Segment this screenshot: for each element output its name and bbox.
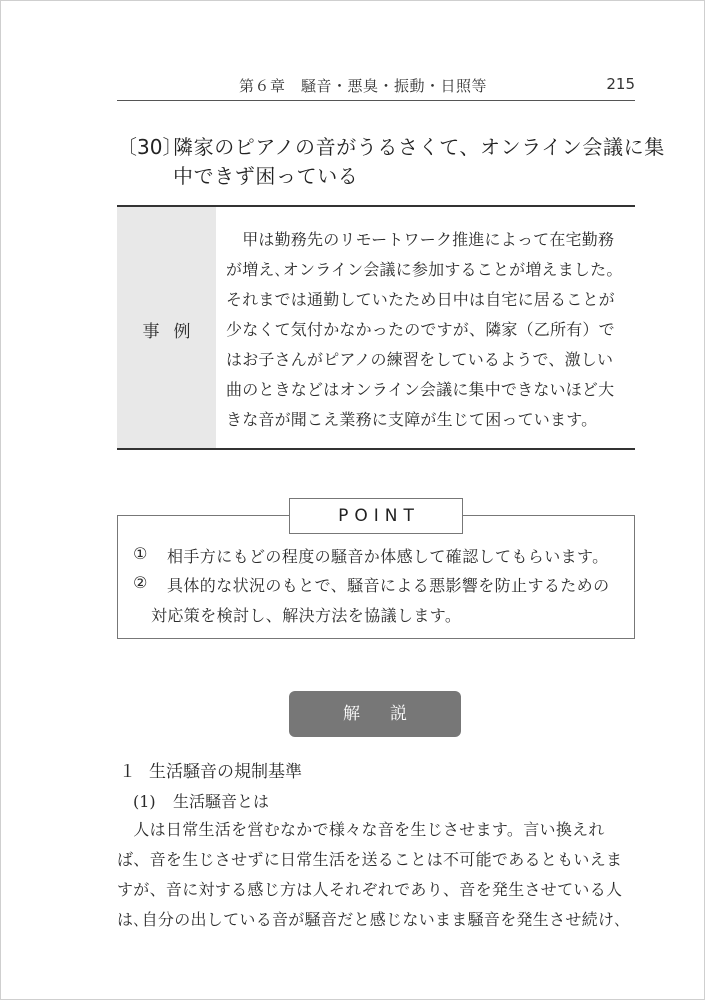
- running-header: [117, 73, 635, 97]
- example-line: はお子さんがピアノの練習をしているようで、激しい: [226, 350, 614, 369]
- example-line: きな音が聞こえ業務に支障が生じて困っています。: [226, 410, 598, 429]
- paragraph-line: 人は日常生活を営むなかで様々な音を生じさせます。言い換えれ: [117, 820, 605, 839]
- example-box: [117, 205, 635, 450]
- point-2-line-2: 対応策を検討し、解決方法を協議します。: [151, 606, 462, 625]
- example-label: 事例: [142, 322, 205, 342]
- example-line: が増え､オンライン会議に参加することが増えました。: [226, 260, 623, 279]
- point-2-line-1: 具体的な状況のもとで、騒音による悪影響を防止するための: [167, 576, 610, 595]
- subsection-heading: [133, 789, 269, 812]
- commentary-label: 解説: [343, 704, 437, 724]
- section-number: １: [119, 762, 136, 782]
- example-label-cell: [117, 207, 216, 448]
- page-number: 215: [606, 75, 635, 93]
- point-1-text: 相手方にもどの程度の騒音か体感して確認してもらいます。: [167, 547, 609, 566]
- example-line: 少なくて気付かなかったのですが、隣家（乙所有）で: [226, 320, 615, 339]
- point-1-marker: ①: [133, 544, 148, 563]
- commentary-header: [289, 691, 461, 737]
- example-line: それまでは通勤していたため日中は自宅に居ることが: [226, 290, 615, 309]
- case-title-line-2: 中できず困っている: [173, 164, 359, 188]
- chapter-title: 第６章 騒音・悪臭・振動・日照等: [239, 77, 488, 95]
- case-number: 〔30〕: [117, 135, 183, 159]
- paragraph-line: は､自分の出している音が騒音だと感じないまま騒音を発生させ続け､: [117, 910, 623, 929]
- example-line: 甲は勤務先のリモートワーク推進によって在宅勤務: [226, 230, 615, 249]
- subsection-title: 生活騒音とは: [173, 792, 270, 811]
- point-2-marker: ②: [133, 573, 148, 592]
- header-rule: [117, 100, 635, 101]
- example-text: [226, 225, 631, 435]
- paragraph-line: すが、音に対する感じ方は人それぞれであり、音を発生させている人: [117, 880, 623, 899]
- section-title: 生活騒音の規制基準: [149, 762, 302, 782]
- paragraph-line: ば、音を生じさせずに日常生活を送ることは不可能であるともいえま: [117, 850, 623, 869]
- subsection-number: (1): [133, 792, 156, 811]
- point-tab: [289, 498, 463, 534]
- example-line: 曲のときなどはオンライン会議に集中できないほど大: [226, 380, 615, 399]
- section-heading: [119, 757, 302, 782]
- body-paragraph: [117, 815, 637, 935]
- point-label: POINT: [338, 506, 420, 526]
- case-title-line-1: 隣家のピアノの音がうるさくて、オンライン会議に集: [173, 135, 665, 159]
